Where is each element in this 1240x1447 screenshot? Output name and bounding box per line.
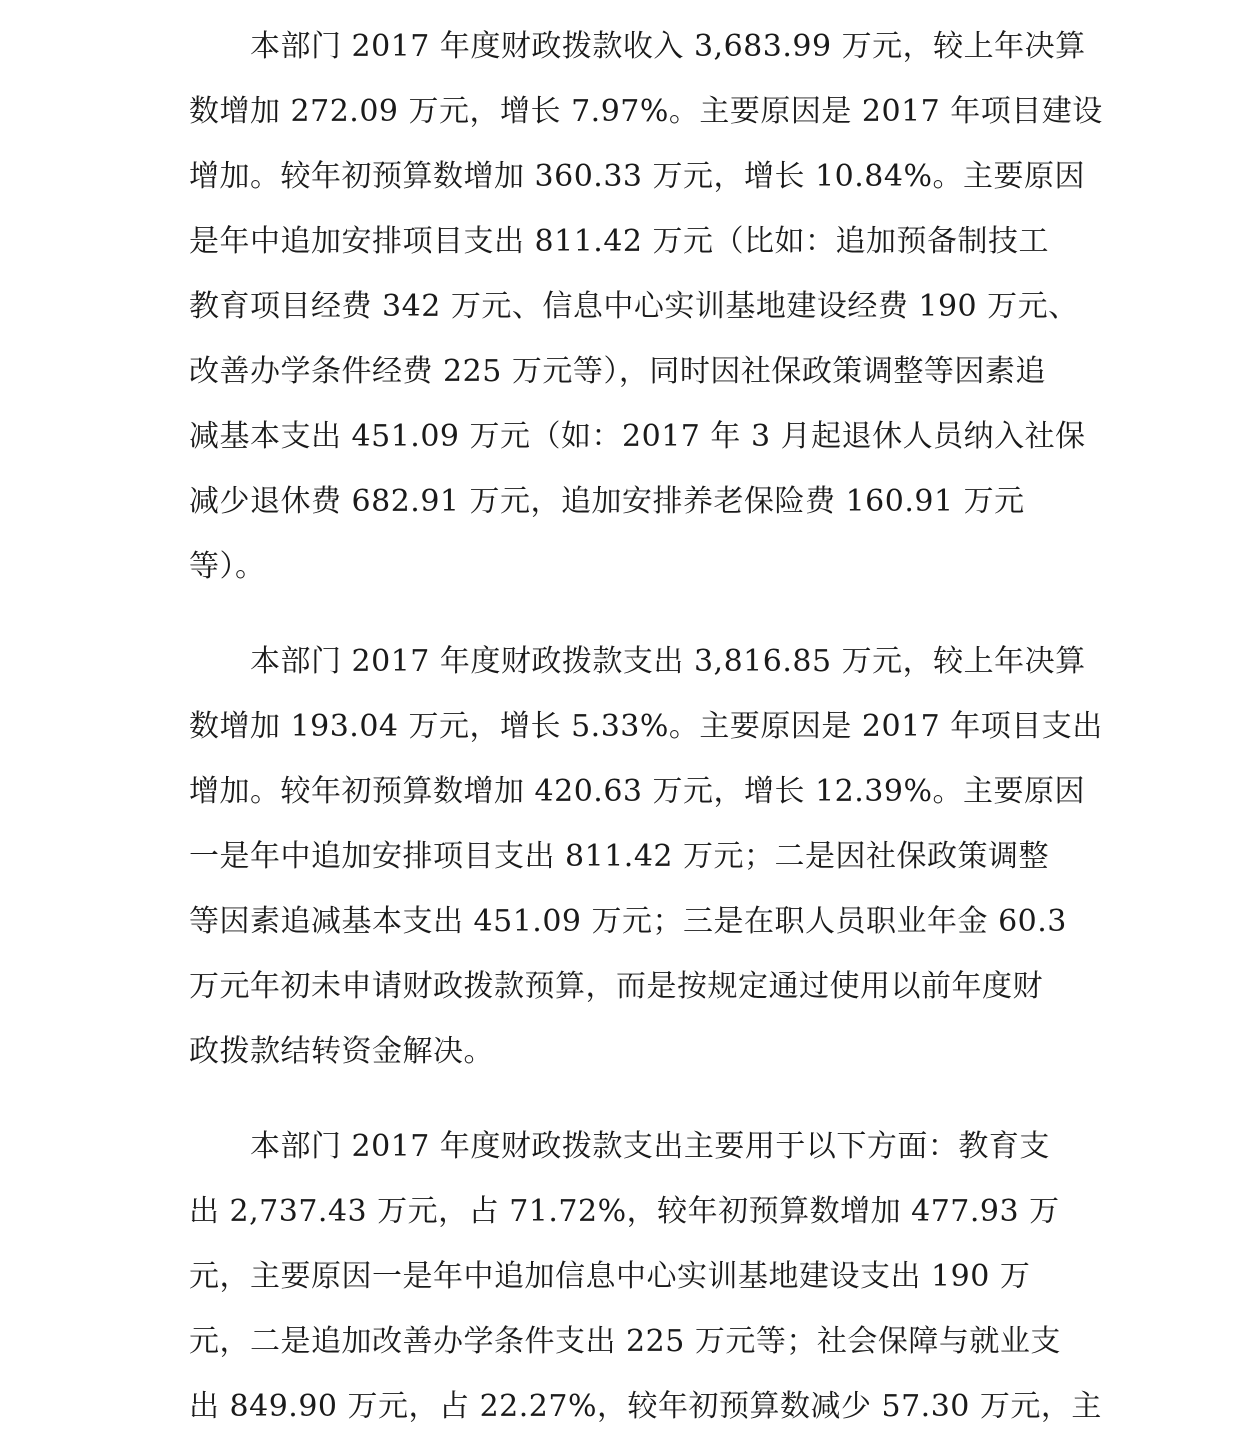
text-line: 本部门 2017 年度财政拨款收入 3,683.99 万元，较上年决算 [250, 29, 1086, 64]
text-line: 等）。 [189, 549, 266, 584]
text-line: 出 849.90 万元，占 22.27%，较年初预算数减少 57.30 万元，主 [189, 1389, 1102, 1424]
text-line: 元，二是追加改善办学条件支出 225 万元等；社会保障与就业支 [189, 1324, 1061, 1359]
text-line: 等因素追减基本支出 451.09 万元；三是在职人员职业年金 60.3 [189, 904, 1067, 939]
paragraph-expenditure [189, 629, 1103, 1084]
text-line: 教育项目经费 342 万元、信息中心实训基地建设经费 190 万元、 [189, 289, 1079, 324]
text-line: 数增加 272.09 万元，增长 7.97%。主要原因是 2017 年项目建设 [189, 94, 1103, 129]
text-line: 是年中追加安排项目支出 811.42 万元（比如：追加预备制技工 [189, 224, 1050, 259]
text-line: 万元年初未申请财政拨款预算，而是按规定通过使用以前年度财 [189, 969, 1043, 1004]
text-line: 数增加 193.04 万元，增长 5.33%。主要原因是 2017 年项目支出 [189, 709, 1103, 744]
paragraph-income [189, 14, 1103, 599]
text-line: 增加。较年初预算数增加 420.63 万元，增长 12.39%。主要原因 [189, 774, 1085, 809]
document-body [189, 14, 1103, 1439]
text-line: 出 2,737.43 万元，占 71.72%，较年初预算数增加 477.93 万 [189, 1194, 1060, 1229]
text-line: 增加。较年初预算数增加 360.33 万元，增长 10.84%。主要原因 [189, 159, 1085, 194]
paragraph-gap [189, 1084, 1069, 1114]
text-line: 本部门 2017 年度财政拨款支出主要用于以下方面：教育支 [250, 1129, 1050, 1164]
paragraph-gap [189, 599, 1069, 629]
text-line: 减少退休费 682.91 万元，追加安排养老保险费 160.91 万元 [189, 484, 1025, 519]
text-line: 本部门 2017 年度财政拨款支出 3,816.85 万元，较上年决算 [250, 644, 1086, 679]
text-line: 改善办学条件经费 225 万元等），同时因社保政策调整等因素追 [189, 354, 1046, 389]
text-line: 元，主要原因一是年中追加信息中心实训基地建设支出 190 万 [189, 1259, 1031, 1294]
text-line: 一是年中追加安排项目支出 811.42 万元；二是因社保政策调整 [189, 839, 1050, 874]
text-line: 减基本支出 451.09 万元（如：2017 年 3 月起退休人员纳入社保 [189, 419, 1086, 454]
paragraph-expenditure-uses [189, 1114, 1102, 1439]
text-line: 政拨款结转资金解决。 [189, 1034, 494, 1069]
